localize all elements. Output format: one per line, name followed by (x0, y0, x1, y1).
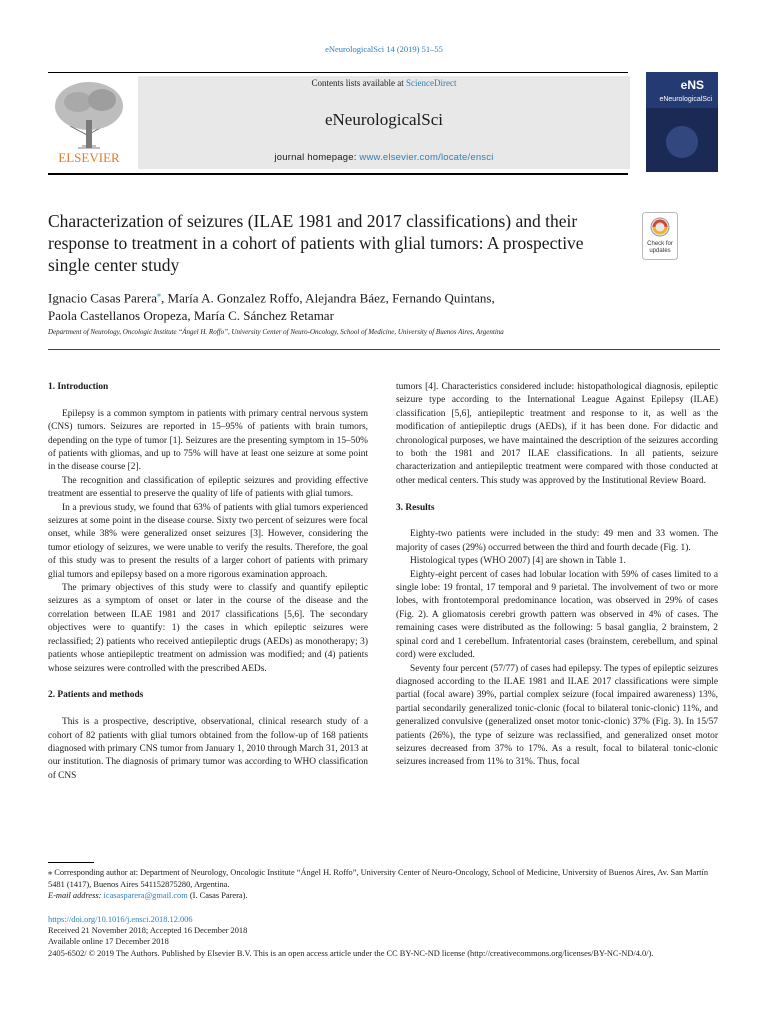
corresponding-author-note: ⁎ Corresponding author at: Department of Neurology, Oncologic Institute “Ángel H. Roffo”, University Center of Neuro-Oncology, School of Medicine, University of Buenos Aires, Av. San Martín 5481 (1417), Buenos Aires 541152875280, Argentina. (48, 868, 709, 889)
footnote-rule (48, 862, 94, 863)
available-online: Available online 17 December 2018 (48, 937, 169, 947)
paragraph: In a previous study, we found that 63% of patients with glial tumors experienced seizures at some point in the disease course. Sixty two percent of seizures were focal onset, while 38% were generalized onset seizures [3]. However, considering the tumor etiology of seizures, we were unable to verify the results. Therefore, the goal of this study was to present the results of a larger cohort of patients with primary glial tumors and epilepsy based on a more rigorous examination approach. (48, 502, 368, 580)
doi-link[interactable]: https://doi.org/10.1016/j.ensci.2018.12.006 (48, 915, 193, 924)
paragraph: Eighty-eight percent of cases had lobular location with 59% of cases limited to a single lobe: 19 frontal, 17 temporal and 9 parietal. The involvement of two or more lobes, with frontotemporal predominance location, was observed in 29% of cases (Fig. 2). A gliomatosis cerebri growth pattern was observed in 4% of cases. The remaining cases were distributed as the following: 5 basal ganglia, 2 brainstem, 2 spinal cord and 1 cerebellum. Infratentorial cases (brainstem, cerebellum, and spinal cord) were excluded. (396, 569, 718, 661)
elsevier-wordmark: ELSEVIER (58, 150, 120, 165)
article-metadata (48, 914, 720, 959)
license-statement: 2405-6502/ © 2019 The Authors. Published by Elsevier B.V. This is an open access article under the CC BY-NC-ND license (http://creativecommons.org/licenses/BY-NC-ND/4.0/). (48, 948, 654, 958)
journal-cover (646, 72, 718, 172)
section-rule (48, 349, 720, 350)
email-suffix: (I. Casas Parera). (187, 891, 248, 901)
sciencedirect-link[interactable]: ScienceDirect (406, 78, 457, 88)
section-heading-introduction: 1. Introduction (48, 382, 109, 392)
paragraph: tumors [4]. Characteristics considered include: histopathological diagnosis, epileptic seizure type according to the International League Against Epilepsy (ILAE) classification [5,6], antiepileptic treatment and response to it, as well as the modification of antiepileptic drugs (AEDs), if it has been done. For didactic and chronological purposes, we have maintained the description of the seizures according to both the 1981 and 2017 ILAE classifications. In all patients, seizure characterization and antiepileptic treatment were compared with those conducted at other medical centers. This study was approved by the Institutional Review Board. (396, 382, 718, 486)
section-heading-methods: 2. Patients and methods (48, 690, 144, 701)
paragraph: This is a prospective, descriptive, observational, clinical research study of a cohort of 82 patients with glial tumors obtained from the follow-up of 168 patients diagnosed with primary CNS tumor from January 1, 2010 through March 31, 2013 at our institution. The diagnosis of primary tumor was according to WHO classification of CNS (48, 717, 368, 781)
journal-cover-image (646, 72, 718, 172)
cover-long-title: eNeurologicalSci (659, 96, 712, 103)
homepage-prefix: journal homepage: (274, 152, 360, 163)
paragraph: Histological types (WHO 2007) [4] are shown in Table 1. (410, 556, 626, 567)
check-for-updates-icon (642, 212, 678, 260)
author-rest-line1: , María A. Gonzalez Roffo, Alejandra Báez, Fernando Quintans, (161, 290, 495, 306)
paragraph: Seventy four percent (57/77) of cases had epilepsy. The types of epileptic seizures diagnosed according to the ILAE 1981 and ILAE 2017 classifications were simple partial (focal aware) 39%, partial complex seizure (focal impaired awareness) 13%, partial secondarily generalized tonic-clonic (focal to bilateral tonic-clonic) 11%, and generalized convulsive (generalized onset motor tonic-clonic) 37% (Fig. 3). In 15/57 patients (26%), the type of seizure was reclassified, and generalized onset motor seizures decreased from 37% to 17%. As a result, focal to bilateral tonic-clonic seizures increased from 11% to 31%. Thus, focal (396, 663, 718, 768)
author-line2: Paola Castellanos Oropeza, María C. Sánchez Retamar (48, 308, 334, 324)
contents-line (138, 78, 630, 88)
header-rule-thick (48, 173, 628, 175)
corresponding-mark[interactable]: ⁎ (157, 290, 162, 299)
paragraph: The recognition and classification of epileptic seizures and providing effective treatment are essential to preserve the quality of life of patients with glial tumors. (48, 475, 368, 500)
contents-prefix: Contents lists available at (311, 78, 406, 88)
paragraph: Epilepsy is a common symptom in patients with primary central nervous system (CNS) tumors. Seizures are reported in 15–95% of patients with brain tumors, depending on the type of tumor [1]. Seizures are the presenting symptom in 15–50% of patients with gliomas, and up to 75% will have at least one seizure at some point in the disease course [2]. (48, 408, 368, 473)
paragraph: Eighty-two patients were included in the study: 49 men and 33 women. The majority of cases (29%) occurred between the third and fourth decade (Fig. 1). (396, 529, 718, 553)
homepage-link[interactable]: www.elsevier.com/locate/ensci (359, 152, 494, 163)
author-list (48, 286, 688, 325)
header-rule (48, 72, 628, 73)
elsevier-tree-icon (48, 76, 130, 168)
cover-short-title: eNS (680, 78, 704, 92)
check-badge-line2: updates (649, 248, 671, 254)
received-dates: Received 21 November 2018; Accepted 16 December 2018 (48, 926, 248, 936)
elsevier-logo (48, 76, 130, 168)
right-column (396, 381, 718, 770)
email-label: E-mail address: (48, 891, 104, 901)
article-title: Characterization of seizures (ILAE 1981 and 2017 classifications) and their response to treatment in a cohort of patients with glial tumors: A prospective single center study (48, 211, 584, 275)
affiliation: Department of Neurology, Oncologic Institute “Ángel H. Roffo”, University Center of Neuro-Oncology, School of Medicine, University of Buenos Aires, Argentina (48, 328, 504, 336)
journal-citation[interactable]: eNeurologicalSci 14 (2019) 51–55 (325, 44, 443, 54)
journal-name: eNeurologicalSci (324, 110, 443, 129)
journal-homepage (138, 152, 630, 163)
check-for-updates-badge[interactable] (642, 212, 678, 260)
check-badge-line1: Check for (647, 241, 673, 247)
left-column (48, 381, 368, 783)
footnote (48, 867, 720, 902)
author-first: Ignacio Casas Parera (48, 290, 158, 306)
email-link[interactable]: icasasparera@gmail.com (103, 891, 188, 901)
paragraph: The primary objectives of this study were to classify and quantify epileptic seizures as a symptom of onset or later in the course of the disease and the correlation between ILAE 1981 and 2017 classifications [5,6]. The secondary objectives were to quantify: 1) the cases in which epileptic seizures were reclassified; 2) patients who received antiepileptic drugs (AEDs) as monotherapy; 3) patients whose antiepileptic treatment on admission was modified; and (4) patients whose seizures were controlled with the prescribed AEDs. (48, 583, 368, 674)
section-heading-results: 3. Results (396, 502, 435, 513)
